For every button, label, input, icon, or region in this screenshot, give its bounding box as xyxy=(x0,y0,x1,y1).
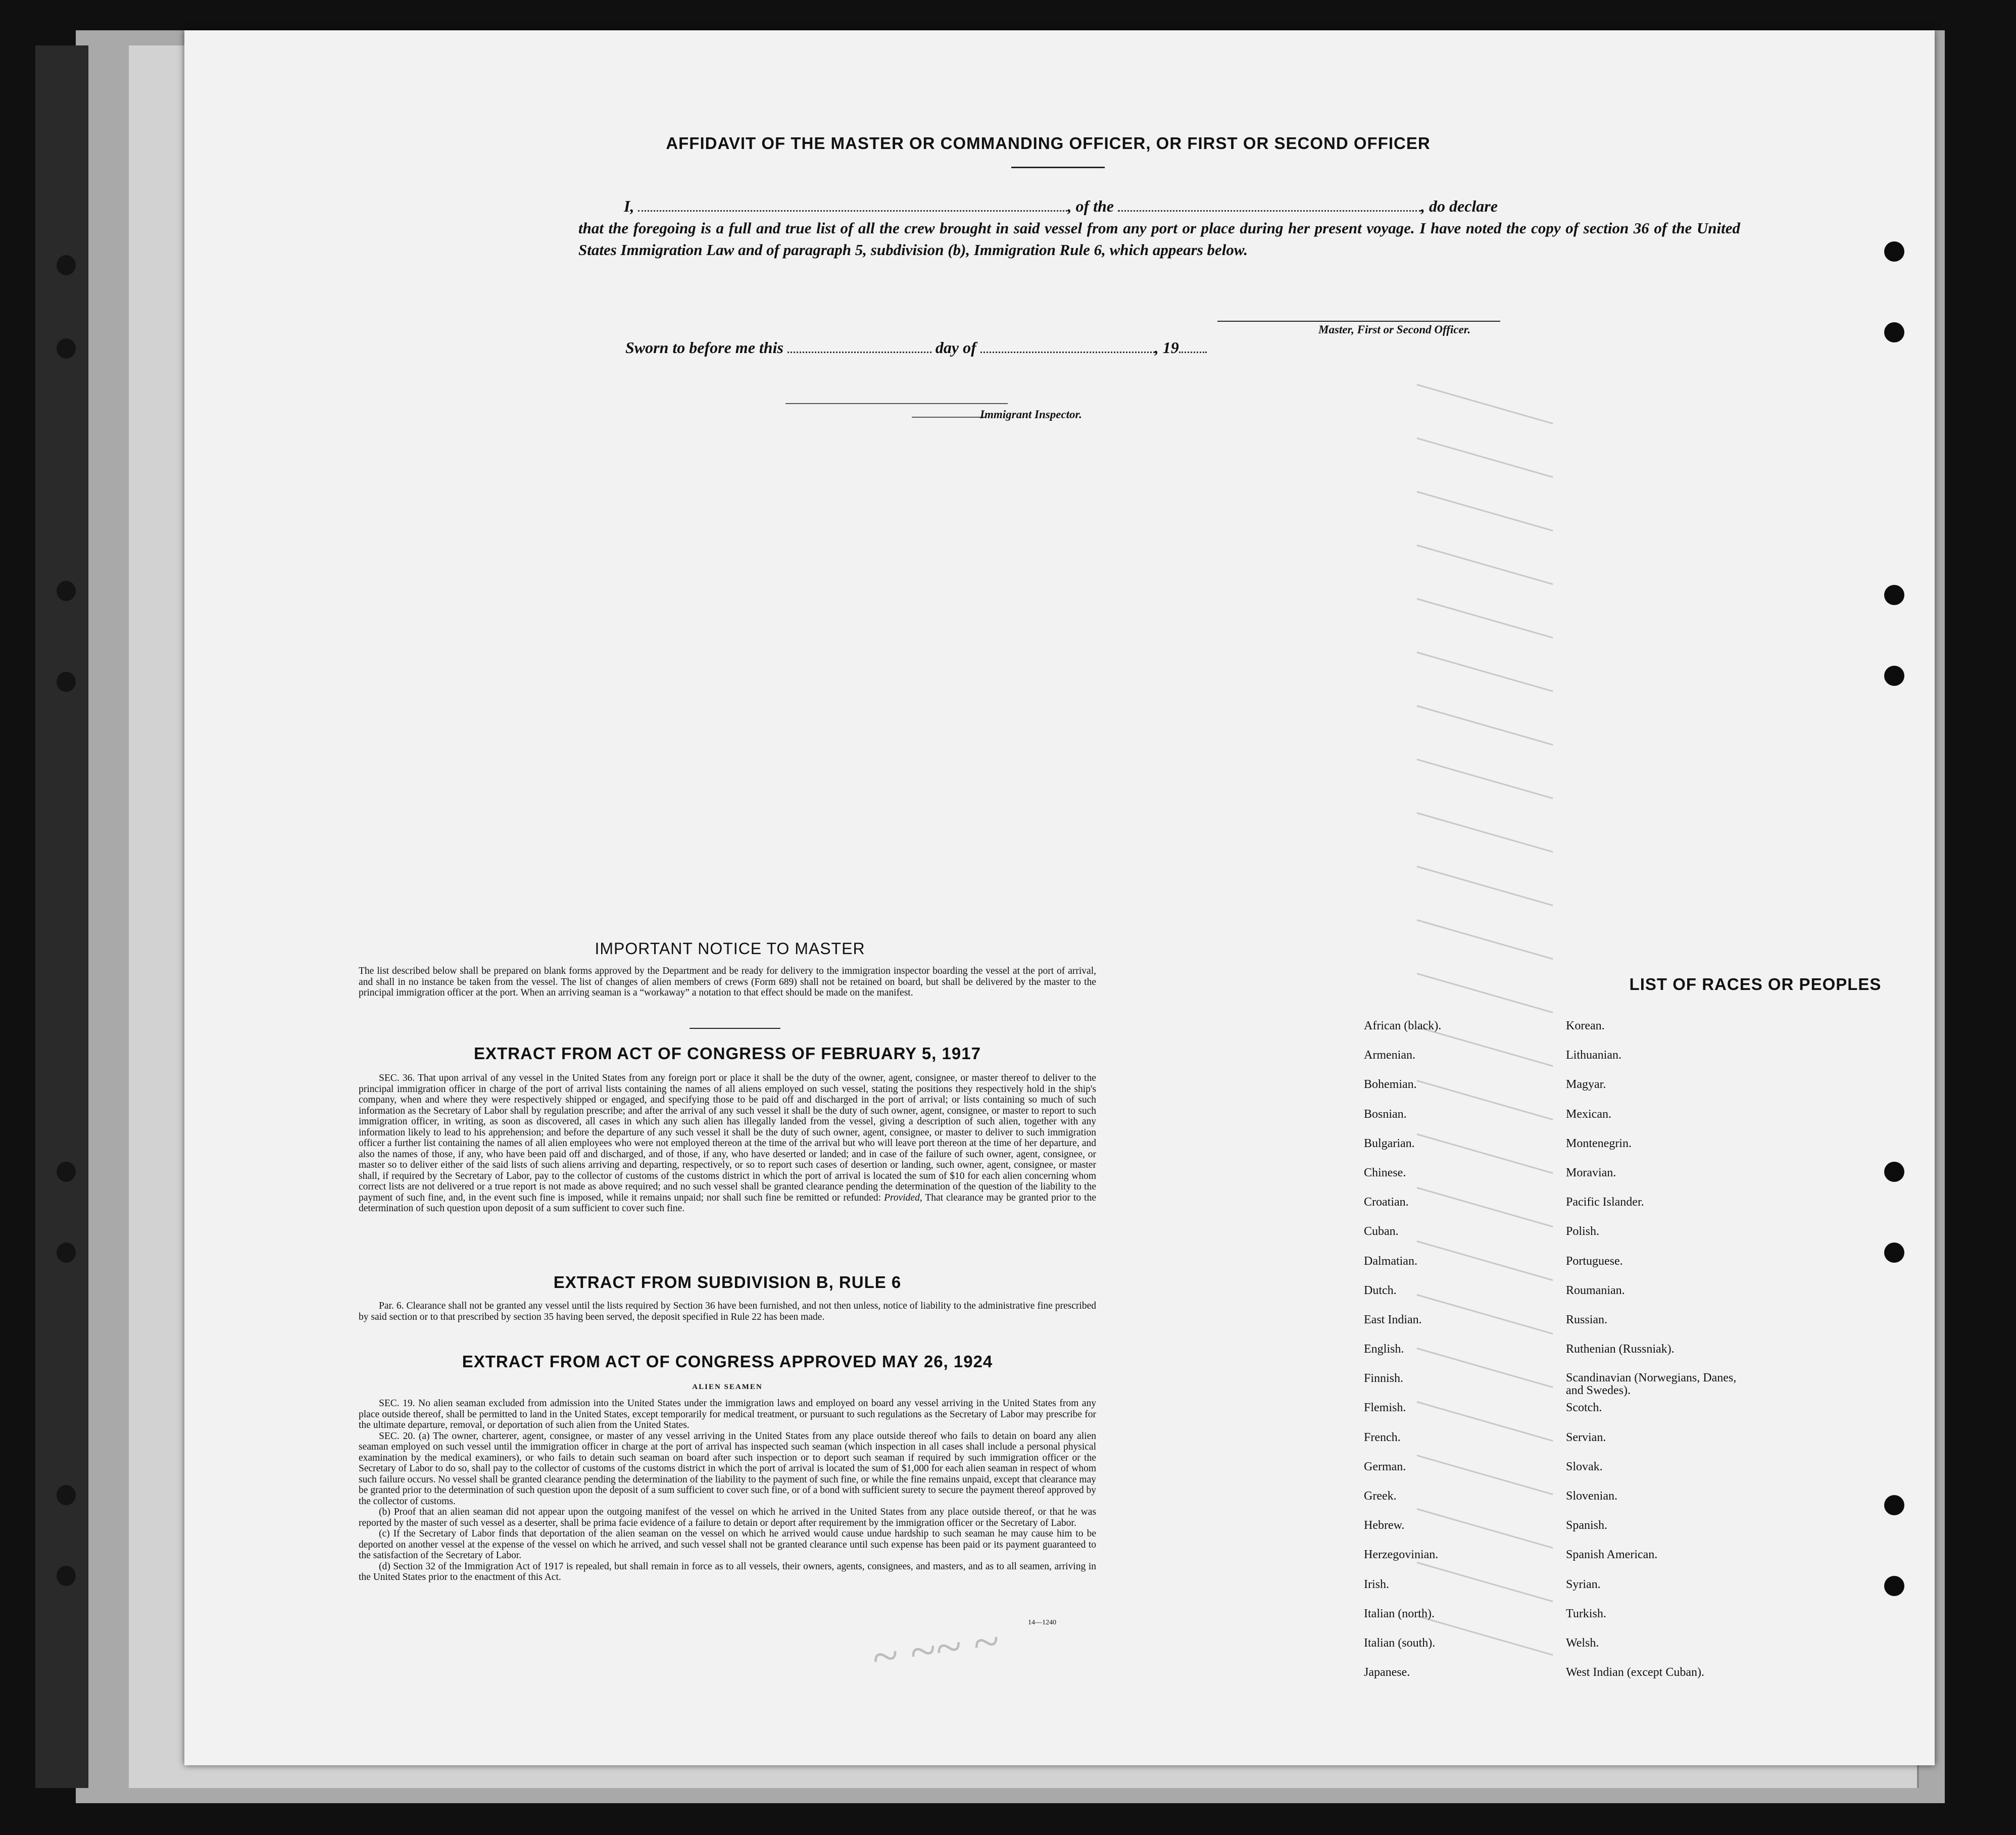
punch-hole xyxy=(1884,322,1904,342)
section-36-text: SEC. 36. That upon arrival of any vessel in the United States from any foreign port or place it shall be the duty of the owner, agent, consignee, or master thereof to deliver to the principal immigration officer in charge of the port of arrival lists containing the names of all aliens employed on such vessel, stating the positions they respectively hold in the ship's company, when and where they were respectively shipped or engaged, and specifying those to be paid off and discharged in the port of arrival; or lists containing so much of such information as the Secretary of Labor shall by regulation prescribe; and after the arrival of any such vessel it shall be the duty of such owner, agent, consignee, or master to report to such immigration officer, in writing, as soon as discovered, all cases in which any such alien has illegally landed from the vessel, giving a description of such alien, together with any information likely to lead to his apprehension; and before the departure of any such vessel it shall be the duty of such owner, agent, consignee, or master to deliver to such immigration officer a further list containing the names of all alien employees who were not employed thereon at the time of the arrival but who will leave port thereon at the time of her departure, and also the names of those, if any, who have been paid off and discharged, and of those, if any, who have deserted or landed; and in case of the failure of such owner, agent, consignee, or master so to deliver either of the said lists of such aliens arriving and departing, respectively, or so to report such cases of desertion or landing, such owner, agent, consignee, or master shall, if required by the Secretary of Labor, pay to the collector of customs of the customs district in which the port of arrival is located the sum of $10 for each alien concerning whom correct lists are not delivered or a true report is not made as above required; and no such vessel shall be granted clearance pending the determination of the question of the liability to the payment of such fine, and, in the event such fine is imposed, while it remains unpaid; nor shall such fine be remitted or refunded: xyxy=(359,1073,1096,1203)
race-item: Bulgarian. xyxy=(1364,1136,1415,1150)
extract-1917-title: EXTRACT FROM ACT OF CONGRESS OF FEBRUARY 5, 1917 xyxy=(474,1044,981,1063)
section-20d-paragraph: (d) Section 32 of the Immigration Act of 1917 is repealed, but shall remain in force as to all vessels, their owners, agents, consignees, and masters, and as to all seamen, arriving in the United States prior to the enactment of this Act. xyxy=(359,1561,1096,1582)
race-item: Slovenian. xyxy=(1566,1490,1617,1503)
section-20c-paragraph: (c) If the Secretary of Labor finds that deportation of the alien seaman on the vessel on which he arrived would cause undue hardship to such seaman he may cause him to be deported on another vessel at the expense of the vessel on which he arrived, and such vessel shall not be granted clearance until such expense has been paid or its payment guaranteed to the satisfaction of the Secretary of Labor. xyxy=(359,1528,1096,1561)
race-item: Italian (north). xyxy=(1364,1607,1435,1620)
affidavit-statement: that the foregoing is a full and true list of all the crew brought in said vessel from any port or place during her present voyage. I have noted the copy of section 36 of the United States Immigration Law and of paragraph 5, subdivision (b), Immigration Rule 6, which appears below. xyxy=(578,219,1740,259)
section-20b-paragraph: (b) Proof that an alien seaman did not appear upon the outgoing manifest of the vessel on which he arrived in the United States from any place outside thereof, or that he was reported by the master of such vessel as a deserter, shall be prima facie evidence of a failure to detain or deport after requirement by the immigration officer or the Secretary of Labor. xyxy=(359,1507,1096,1528)
sworn-line xyxy=(625,338,1207,357)
section-20a-paragraph: SEC. 20. (a) The owner, charterer, agent, consignee, or master of any vessel arriving in the United States from any place outside thereof who fails to detain on board any alien seaman employed on such vessel until the immigration officer in charge at the port of arrival has inspected such seaman (which inspection in all cases shall include a personal physical examination by the medical examiners), or who fails to detain such seaman on board after such inspection or to deport such seaman if required by such immigration officer or the Secretary of Labor to do so, shall pay to the collector of customs of the customs district in which the port of arrival is located the sum of $1,000 for each alien seaman in respect of whom such failure occurs. No vessel shall be granted clearance pending the determination of the liability to the payment of such fine, or while the fine remains unpaid, except that clearance may be granted prior to the determination of such question upon the deposit of a sum sufficient to cover such fine, or of a bond with sufficient surety to secure the payment thereof approved by the collector of customs. xyxy=(359,1430,1096,1507)
inspector-caption: Immigrant Inspector. xyxy=(980,408,1082,421)
i-label: I, xyxy=(624,197,634,215)
punch-hole xyxy=(1884,1162,1904,1182)
race-item: Greek. xyxy=(1364,1490,1397,1503)
race-item: Dalmatian. xyxy=(1364,1254,1417,1268)
master-signature-line[interactable] xyxy=(1217,321,1500,322)
race-item: Servian. xyxy=(1566,1430,1606,1444)
race-item: Mexican. xyxy=(1566,1107,1611,1121)
race-item: Pacific Islander. xyxy=(1566,1196,1644,1209)
title-divider xyxy=(1011,167,1105,168)
race-item: East Indian. xyxy=(1364,1313,1422,1326)
binder-strip xyxy=(35,45,88,1788)
race-item: Syrian. xyxy=(1566,1577,1601,1591)
race-item: Italian (south). xyxy=(1364,1636,1436,1650)
month-blank[interactable] xyxy=(980,340,1155,353)
do-declare-label: , do declare xyxy=(1421,197,1498,215)
race-item: Hebrew. xyxy=(1364,1519,1405,1532)
race-item: Flemish. xyxy=(1364,1401,1406,1415)
race-item: Slovak. xyxy=(1566,1460,1603,1473)
race-item: Finnish. xyxy=(1364,1372,1404,1385)
race-item: Russian. xyxy=(1566,1313,1608,1326)
race-item: African (black). xyxy=(1364,1019,1442,1032)
proviso-word: Provided, xyxy=(884,1192,922,1203)
master-caption: Master, First or Second Officer. xyxy=(1318,323,1471,336)
race-item: Polish. xyxy=(1566,1225,1600,1238)
races-right-column xyxy=(1566,1019,1758,1695)
race-item: Magyar. xyxy=(1566,1078,1606,1092)
race-item: Moravian. xyxy=(1566,1166,1616,1179)
binder-hole xyxy=(57,672,76,692)
document-page xyxy=(184,30,1935,1765)
race-item: Cuban. xyxy=(1364,1225,1399,1238)
race-item: Montenegrin. xyxy=(1566,1136,1632,1150)
notice-title: IMPORTANT NOTICE TO MASTER xyxy=(595,939,865,958)
race-item: Irish. xyxy=(1364,1577,1389,1591)
race-item: Turkish. xyxy=(1566,1607,1606,1620)
race-item: Armenian. xyxy=(1364,1049,1415,1062)
alien-seamen-heading: ALIEN SEAMEN xyxy=(692,1383,763,1391)
race-item: Spanish American. xyxy=(1566,1548,1658,1562)
race-item: Bohemian. xyxy=(1364,1078,1417,1092)
race-item: Roumanian. xyxy=(1566,1283,1625,1297)
race-item: Ruthenian (Russniak). xyxy=(1566,1343,1675,1356)
race-item: West Indian (except Cuban). xyxy=(1566,1666,1704,1679)
race-item: German. xyxy=(1364,1460,1406,1473)
year-label: , 19 xyxy=(1154,338,1179,357)
extract-1924-text xyxy=(359,1398,1096,1583)
race-item: Korean. xyxy=(1566,1019,1605,1032)
race-item: French. xyxy=(1364,1430,1401,1444)
extract-1924-title: EXTRACT FROM ACT OF CONGRESS APPROVED MAY 26, 1924 xyxy=(462,1352,993,1371)
punch-hole xyxy=(1884,666,1904,686)
inspector-signature-line[interactable] xyxy=(912,417,985,418)
binder-hole xyxy=(57,581,76,601)
races-left-column xyxy=(1364,1019,1441,1695)
affidavit-title: AFFIDAVIT OF THE MASTER OR COMMANDING OFFICER, OR FIRST OR SECOND OFFICER xyxy=(666,134,1431,153)
day-of-label: day of xyxy=(935,338,976,357)
binder-hole xyxy=(57,1485,76,1505)
extract-rule6-text: Par. 6. Clearance shall not be granted any vessel until the lists required by Section 36 have been furnished, and not then unless, notice of liability to the administrative fine prescribed by said section or to that prescribed by section 35 having been served, the deposit specified in Rule 22 has been made. xyxy=(359,1301,1096,1322)
notice-text: The list described below shall be prepared on blank forms approved by the Department and be ready for delivery to the immigration inspector boarding the vessel at the port of arrival, and shall in no instance be taken from the vessel. The list of changes of alien members of crews (Form 689) shall not be retained on board, but shall be delivered by the master to the principal immigration officer at the port. When an arriving seaman is a “workaway” a notation to that effect should be made on the manifest. xyxy=(359,966,1096,998)
proviso-text: That clearance may be granted prior to the determination of such question upon deposit of a sum sufficient to cover such fine. xyxy=(359,1192,1096,1214)
race-item: Chinese. xyxy=(1364,1166,1406,1179)
race-item: Portuguese. xyxy=(1566,1254,1623,1268)
section-19-paragraph: SEC. 19. No alien seaman excluded from admission into the United States under the immigration laws and employed on board any vessel arriving in the United States from any place outside thereof, shall be permitted to land in the United States, except temporarily for medical treatment, or pursuant to such regulations as the Secretary of Labor may prescribe for the ultimate departure, removal, or deportation of such alien from the United States. xyxy=(359,1398,1096,1430)
section-divider xyxy=(690,1028,780,1029)
binder-hole xyxy=(57,1566,76,1586)
binder-hole xyxy=(57,1162,76,1182)
races-title: LIST OF RACES OR PEOPLES xyxy=(1629,975,1882,994)
of-the-label: , of the xyxy=(1067,197,1114,215)
race-item: Welsh. xyxy=(1566,1636,1599,1650)
race-item: English. xyxy=(1364,1343,1404,1356)
declaration-line xyxy=(624,197,1498,216)
race-item: Lithuanian. xyxy=(1566,1049,1621,1062)
day-blank[interactable] xyxy=(788,340,931,353)
vessel-blank[interactable] xyxy=(1118,199,1421,212)
race-item: Herzegovinian. xyxy=(1364,1548,1439,1562)
punch-hole xyxy=(1884,1495,1904,1515)
race-item: Scotch. xyxy=(1566,1401,1602,1415)
punch-hole xyxy=(1884,241,1904,262)
binder-hole xyxy=(57,255,76,275)
punch-hole xyxy=(1884,1243,1904,1263)
race-item: Japanese. xyxy=(1364,1666,1410,1679)
race-item: Scandinavian (Norwegians, Danes, and Swedes). xyxy=(1566,1371,1737,1398)
punch-hole xyxy=(1884,1576,1904,1596)
race-item: Croatian. xyxy=(1364,1196,1409,1209)
race-item: Dutch. xyxy=(1364,1283,1397,1297)
punch-hole xyxy=(1884,585,1904,605)
binder-hole xyxy=(57,338,76,359)
extract-rule6-title: EXTRACT FROM SUBDIVISION B, RULE 6 xyxy=(553,1273,902,1292)
race-item: Bosnian. xyxy=(1364,1107,1407,1121)
extract-1917-text xyxy=(359,1073,1096,1214)
inspector-signature-line-top[interactable] xyxy=(785,403,1008,404)
name-blank[interactable] xyxy=(638,199,1067,212)
form-number: 14—1240 xyxy=(1028,1619,1056,1626)
faint-handwriting-mark: ~ ~~ ~ xyxy=(868,1613,1003,1685)
binder-hole xyxy=(57,1243,76,1263)
year-blank[interactable] xyxy=(1179,340,1207,353)
sworn-label: Sworn to before me this xyxy=(625,338,783,357)
race-item: Spanish. xyxy=(1566,1519,1608,1532)
